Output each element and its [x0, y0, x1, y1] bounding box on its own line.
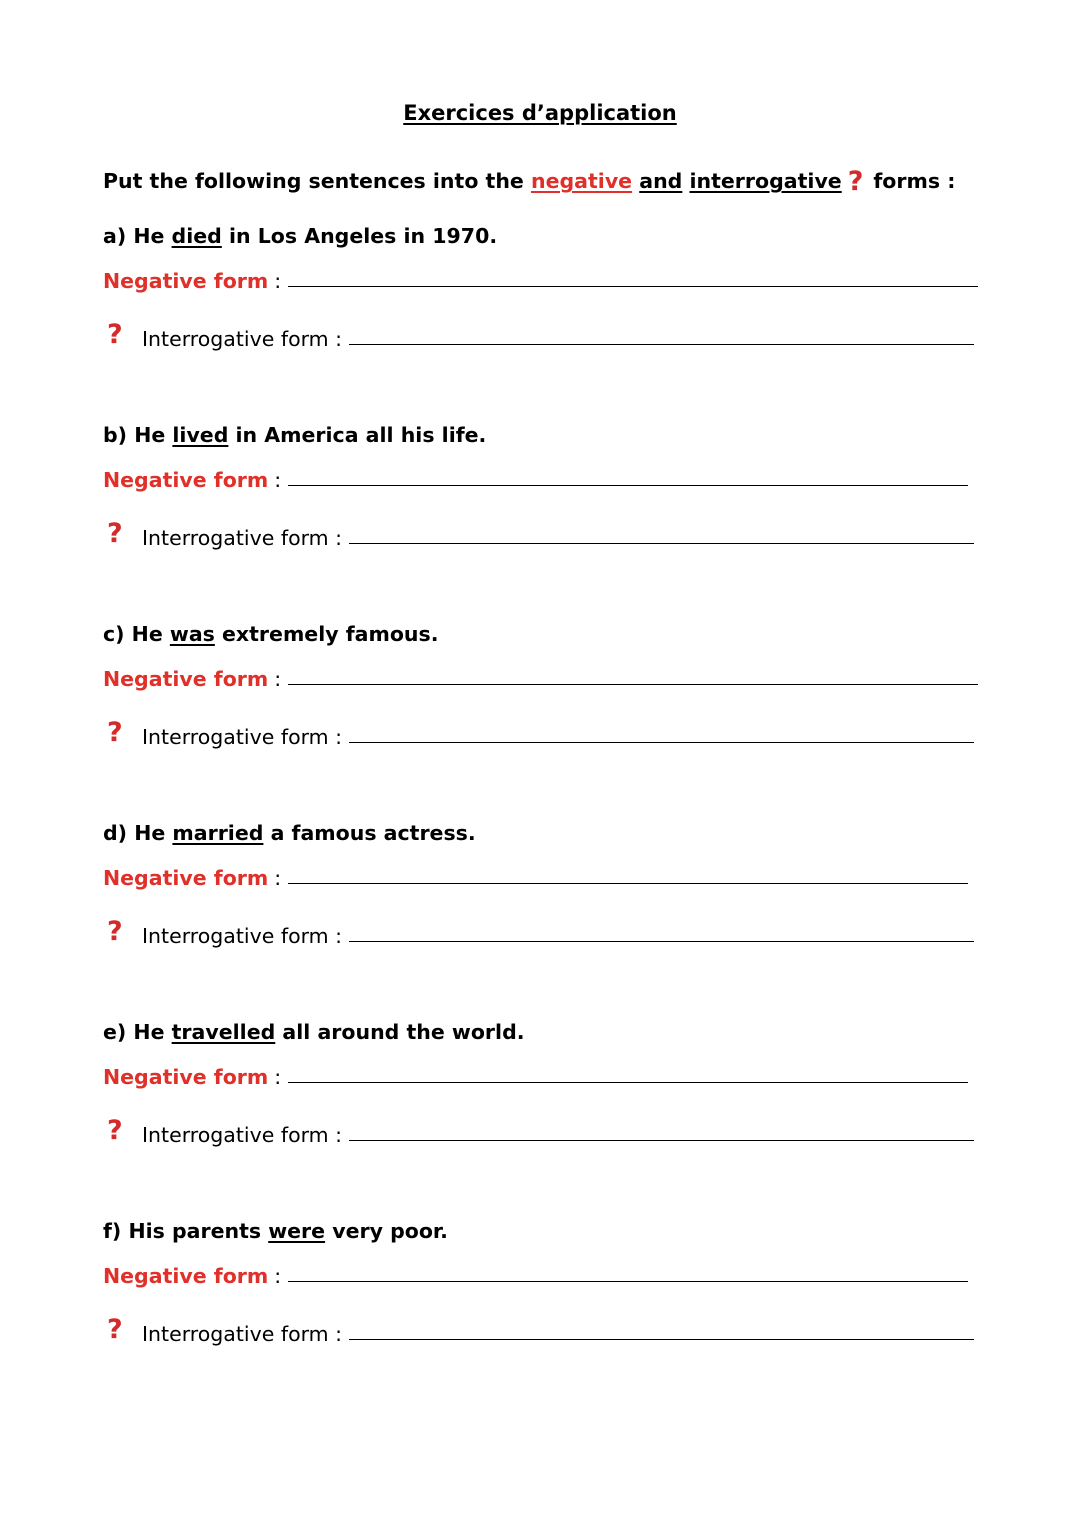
exercise-f — [103, 1219, 983, 1409]
exercise-b — [103, 423, 983, 613]
question-mark-icon: ? — [107, 717, 123, 748]
interrogative-answer-line[interactable] — [349, 1339, 974, 1340]
interrogative-row — [103, 717, 974, 749]
negative-answer-line[interactable] — [288, 485, 968, 486]
negative-answer-line[interactable] — [288, 883, 968, 884]
question-mark-icon: ? — [107, 518, 123, 549]
exercise-sentence: c) He was extremely famous. — [103, 622, 439, 646]
exercise-e — [103, 1020, 983, 1210]
interrogative-label: Interrogative form : — [142, 327, 343, 351]
verb: married — [172, 821, 264, 845]
page-title: Exercices d’application — [403, 101, 677, 125]
exercise-sentence: f) His parents were very poor. — [103, 1219, 448, 1243]
negative-label: Negative form — [103, 1264, 269, 1288]
verb: lived — [172, 423, 229, 447]
interrogative-label: Interrogative form : — [142, 526, 343, 550]
instruction-prefix: Put the following sentences into the — [103, 169, 524, 193]
interrogative-answer-line[interactable] — [349, 742, 974, 743]
question-mark-icon: ? — [107, 319, 123, 350]
verb: were — [268, 1219, 326, 1243]
exercise-sentence: a) He died in Los Angeles in 1970. — [103, 224, 498, 248]
negative-answer-line[interactable] — [288, 286, 978, 287]
interrogative-label: Interrogative form : — [142, 725, 343, 749]
negative-label: Negative form — [103, 667, 269, 691]
instruction-negative: negative — [530, 169, 633, 193]
exercise-sentence: d) He married a famous actress. — [103, 821, 476, 845]
interrogative-answer-line[interactable] — [349, 941, 974, 942]
negative-answer-line[interactable] — [288, 1281, 968, 1282]
verb: died — [171, 224, 222, 248]
negative-row: Negative form : — [103, 460, 968, 492]
verb: travelled — [171, 1020, 276, 1044]
interrogative-answer-line[interactable] — [349, 344, 974, 345]
interrogative-answer-line[interactable] — [349, 543, 974, 544]
negative-row: Negative form : — [103, 261, 978, 293]
interrogative-label: Interrogative form : — [142, 1123, 343, 1147]
negative-label: Negative form — [103, 269, 269, 293]
interrogative-row — [103, 518, 974, 550]
negative-answer-line[interactable] — [288, 1082, 968, 1083]
exercise-a — [103, 224, 983, 414]
interrogative-row — [103, 916, 974, 948]
question-mark-icon: ? — [107, 1115, 123, 1146]
negative-answer-line[interactable] — [288, 684, 978, 685]
negative-label: Negative form — [103, 468, 269, 492]
interrogative-label: Interrogative form : — [142, 1322, 343, 1346]
interrogative-row — [103, 319, 974, 351]
instruction-and: and — [639, 169, 683, 193]
question-mark-icon: ? — [847, 166, 864, 197]
instruction-suffix: forms : — [873, 169, 956, 193]
negative-row: Negative form : — [103, 1057, 968, 1089]
exercise-sentence: e) He travelled all around the world. — [103, 1020, 525, 1044]
exercise-c — [103, 622, 983, 812]
exercise-d — [103, 821, 983, 1011]
exercise-sentence: b) He lived in America all his life. — [103, 423, 487, 447]
negative-label: Negative form — [103, 1065, 269, 1089]
instruction-text — [103, 166, 955, 197]
verb: was — [169, 622, 215, 646]
interrogative-label: Interrogative form : — [142, 924, 343, 948]
question-mark-icon: ? — [107, 1314, 123, 1345]
interrogative-row — [103, 1115, 974, 1147]
negative-row: Negative form : — [103, 858, 968, 890]
negative-row: Negative form : — [103, 1256, 968, 1288]
interrogative-answer-line[interactable] — [349, 1140, 974, 1141]
interrogative-row — [103, 1314, 974, 1346]
negative-row: Negative form : — [103, 659, 978, 691]
negative-label: Negative form — [103, 866, 269, 890]
instruction-interrogative: interrogative — [689, 169, 842, 193]
question-mark-icon: ? — [107, 916, 123, 947]
